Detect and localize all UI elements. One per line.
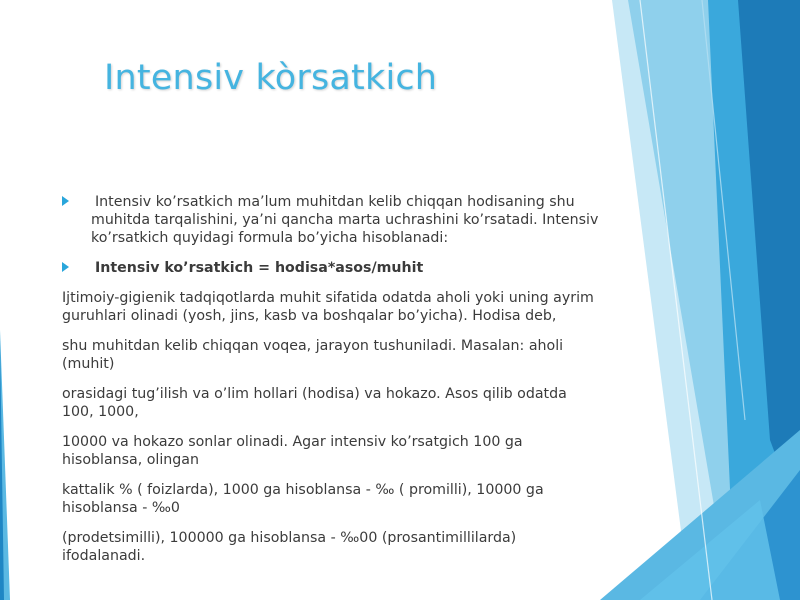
body-paragraph: shu muhitdan kelib chiqqan voqea, jarayon tushuniladi. Masalan: aholi (muhit) (62, 338, 564, 372)
bullet-arrow-icon (62, 196, 69, 206)
bullet-text: Intensiv ko’rsatkich ma’lum muhitdan kelib chiqqan hodisaning shu muhitda tarqalishini, ya’ni qancha marta uchrashini ko’rsatadi. Intensiv ko’rsatkich quyidagi formula bo’yicha hisoblanadi: (91, 194, 599, 246)
body-paragraph: Ijtimoiy-gigienik tadqiqotlarda muhit sifatida odatda aholi yoki uning ayrim guruhlari olinadi (yosh, jins, kasb va boshqalar bo’yicha). Hodisa deb, (62, 290, 594, 324)
bullet-arrow-icon (62, 262, 69, 272)
body-paragraph: orasidagi tug’ilish va o’lim hollari (hodisa) va hokazo. Asos qilib odatda 100, 1000, (62, 386, 567, 420)
formula-text: Intensiv ko’rsatkich = hodisa*asos/muhit (95, 260, 424, 276)
body-paragraph: kattalik % ( foizlarda), 1000 ga hisoblansa - ‰ ( promilli), 10000 ga hisoblansa - ‰0 (62, 482, 544, 516)
bullet-item-formula (62, 259, 602, 277)
bullet-item (62, 193, 602, 247)
body-paragraph: 10000 va hokazo sonlar olinadi. Agar intensiv ko’rsatgich 100 ga hisoblansa, olingan (62, 434, 523, 468)
slide-title: Intensiv kòrsatkich (104, 58, 438, 98)
body-paragraph: (prodetsimilli), 100000 ga hisoblansa - ‰00 (prosantimillilarda) ifodalanadi. (62, 530, 517, 564)
slide-content (62, 193, 602, 577)
